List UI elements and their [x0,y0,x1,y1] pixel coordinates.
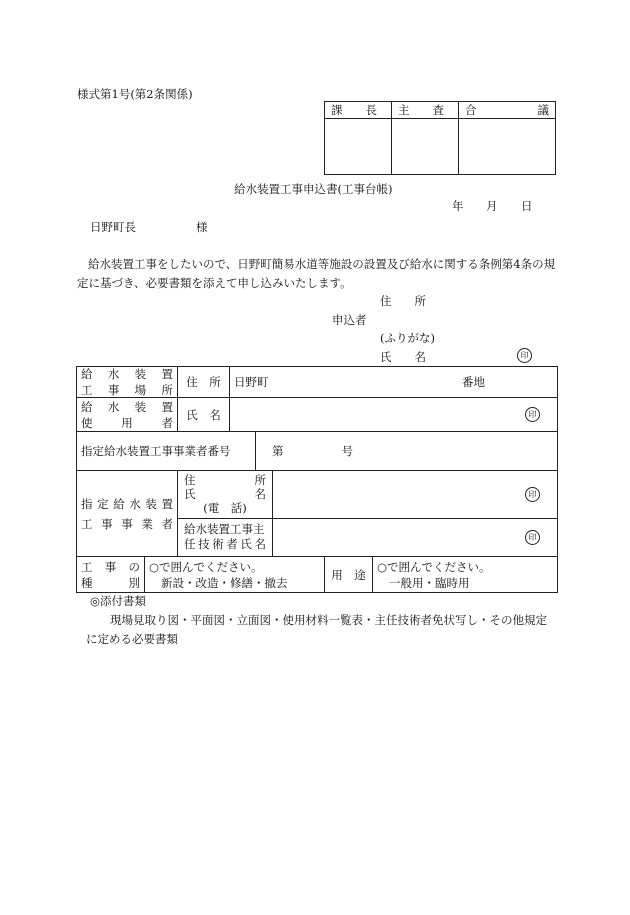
use-options: 一般用・臨時用 [389,575,470,590]
row-construction-site [77,367,557,397]
approval-stamp-consultation[interactable] [459,119,556,175]
kind-label-line1: 工事の [81,559,140,574]
site-address-field[interactable] [229,367,557,397]
user-name-label: 氏 名 [177,398,229,431]
approval-stamp-chief[interactable] [325,119,392,175]
site-label-line1: 給水装置 [81,367,173,381]
page-title: 給水装置工事申込書(工事台帳) [234,182,393,196]
contractor-label-line2: 工事事業者 [81,516,173,531]
use-label: 用 途 [324,557,372,592]
kind-field[interactable] [144,557,324,592]
row-contractor-number [77,431,557,470]
addressee-name: 日野町長 [90,220,136,234]
applicant-name-label: 氏 名 [380,350,426,364]
user-label-line2: 使用者 [81,415,173,430]
use-note: ○で囲んでください。 [377,559,491,574]
applicant-label: 申込者 [332,313,367,327]
application-table [76,366,558,593]
contractor-name-label: 氏名 [184,487,266,501]
row-kind-and-use [77,556,557,592]
applicant-address-label: 住 所 [380,294,426,308]
date-month: 月 [486,199,498,213]
date-year: 年 [452,199,464,213]
contractor-address-label: 住所 [184,473,266,487]
form-number: 様式第1号(第2条関係) [77,87,193,101]
chief-label-line1: 給水装置工事主 [184,522,265,536]
row-contractor [77,470,557,556]
site-town: 日野町 [234,375,269,389]
approval-header-supervisor: 主 査 [392,102,459,119]
date-day: 日 [521,199,533,213]
chief-seal-icon: 印 [525,530,540,545]
site-label-line2: 工事場所 [81,383,173,397]
kind-label-line2: 種別 [81,575,140,590]
applicant-furigana: (ふりがな) [380,331,435,345]
user-name-field[interactable] [229,398,557,431]
approval-stamp-supervisor[interactable] [392,119,459,175]
contractor-phone-label: (電 話) [203,501,247,515]
approval-header-chief: 課 長 [325,102,392,119]
addressee-suffix: 様 [196,220,208,234]
attachments-text: 現場見取り図・平面図・立面図・使用材料一覧表・主任技術者免状写し・その他規定に定める必要書類 [86,613,547,646]
contractor-seal-icon: 印 [525,487,540,502]
row-user [77,397,557,431]
approval-header-consultation: 合 議 [459,102,556,119]
use-field[interactable] [372,557,557,592]
user-label-line1: 給水装置 [81,399,173,414]
site-address-label: 住 所 [177,367,229,397]
contractor-label-line1: 指定給水装置 [81,496,173,511]
approval-stamp-table [324,101,556,175]
chief-label-line2: 任技術者氏名 [184,537,266,551]
contractor-number-suffix: 号 [341,444,353,458]
applicant-seal-icon: 印 [517,348,532,363]
contractor-number-prefix: 第 [272,444,284,458]
attachments-heading: ◎添付書類 [90,594,147,608]
contractor-info-field[interactable] [272,471,557,518]
body-text: 給水装置工事をしたいので、日野町簡易水道等施設の設置及び給水に関する条例第4条の規定に基づき、必要書類を添えて申し込みいたします。 [77,257,556,290]
contractor-number-label: 指定給水装置工事事業者番号 [81,444,231,458]
user-seal-icon: 印 [525,407,540,422]
site-banchi: 番地 [462,375,485,389]
kind-note: ○で囲んでください。 [149,559,263,574]
chief-engineer-field[interactable] [272,519,557,556]
kind-options: 新設・改造・修繕・撤去 [161,575,288,590]
contractor-number-field[interactable] [255,432,557,470]
